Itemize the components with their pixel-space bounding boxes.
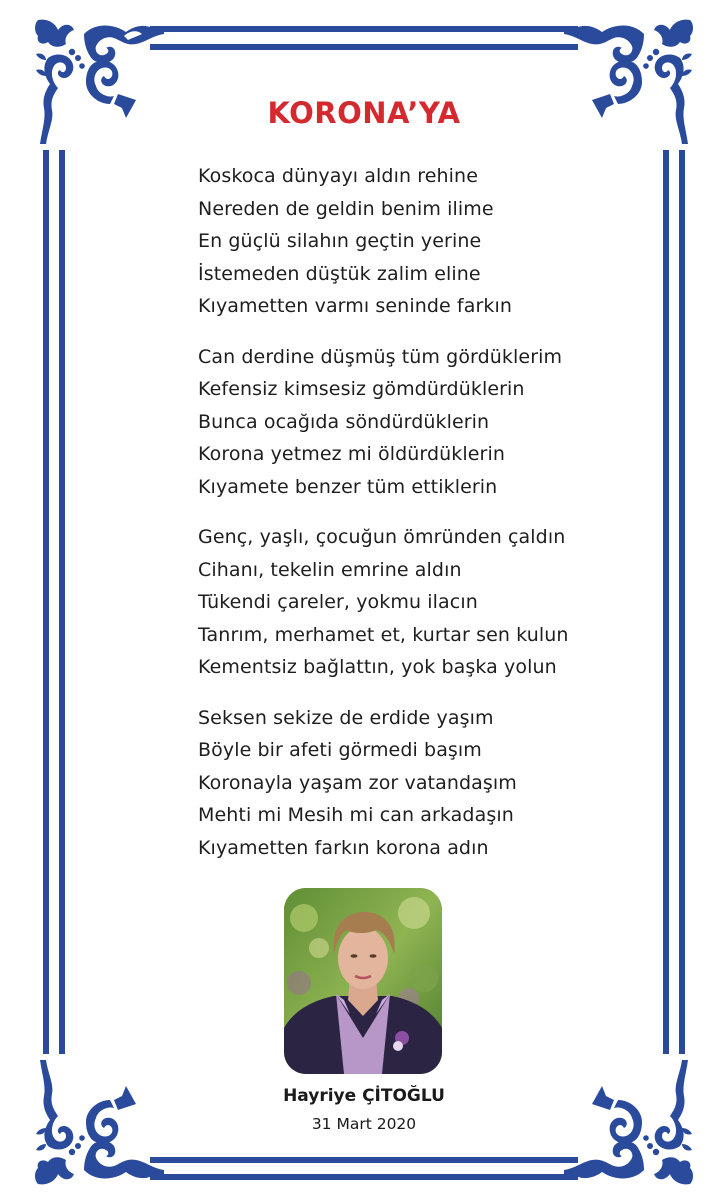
- frame-right-outer-line: [679, 150, 685, 1054]
- frame-bottom-inner-line: [150, 1157, 578, 1163]
- author-name: Hayriye ÇİTOĞLU: [283, 1086, 445, 1106]
- stanza-3: [198, 521, 618, 684]
- verse-line: Koronayla yaşam zor vatandaşım: [198, 771, 517, 794]
- verse-line: Kıyametten farkın korona adın: [198, 836, 489, 859]
- verse-line: Böyle bir afeti görmedi başım: [198, 739, 482, 761]
- verse-line: Bunca ocağıda söndürdüklerin: [198, 410, 490, 433]
- verse-line: Kıyamete benzer tüm ettiklerin: [198, 475, 498, 498]
- stanza-1: [198, 160, 618, 323]
- frame-left-inner-line: [59, 150, 65, 1054]
- verse-line: Tanrım, merhamet et, kurtar sen kulun: [198, 623, 569, 646]
- verse-line: Seksen sekize de erdide yaşım: [198, 706, 494, 729]
- verse-line: Genç, yaşlı, çocuğun ömründen çaldın: [198, 526, 566, 548]
- verse-line: İstemeden düştük zalim eline: [198, 262, 481, 285]
- frame-top-outer-line: [150, 26, 578, 32]
- verse-line: Tükendi çareler, yokmu ilacın: [198, 591, 478, 613]
- verse-line: Cihanı, tekelin emrine aldın: [198, 558, 462, 581]
- frame-right-inner-line: [663, 150, 669, 1054]
- verse-line: Korona yetmez mi öldürdüklerin: [198, 443, 505, 465]
- poem-body: [198, 160, 618, 882]
- verse-line: Kefensiz kimsesiz gömdürdüklerin: [198, 378, 525, 400]
- author-portrait-photo: [284, 888, 442, 1074]
- frame-bottom-outer-line: [150, 1174, 578, 1180]
- frame-left-outer-line: [43, 150, 49, 1054]
- verse-line: En güçlü silahın geçtin yerine: [198, 230, 482, 252]
- verse-line: Mehti mi Mesih mi can arkadaşın: [198, 804, 514, 826]
- verse-line: Kıyametten varmı seninde farkın: [198, 295, 512, 317]
- frame-top-inner-line: [150, 44, 578, 50]
- stanza-4: [198, 702, 618, 865]
- stanza-2: [198, 341, 618, 504]
- publication-date: 31 Mart 2020: [311, 1115, 417, 1133]
- portrait-icon: [284, 888, 442, 1074]
- poem-title: KORONA’YA: [267, 96, 461, 130]
- verse-line: Kementsiz bağlattın, yok başka yolun: [198, 656, 557, 678]
- verse-line: Nereden de geldin benim ilime: [198, 197, 494, 220]
- verse-line: Koskoca dünyayı aldın rehine: [198, 165, 478, 187]
- verse-line: Can derdine düşmüş tüm gördüklerim: [198, 345, 563, 368]
